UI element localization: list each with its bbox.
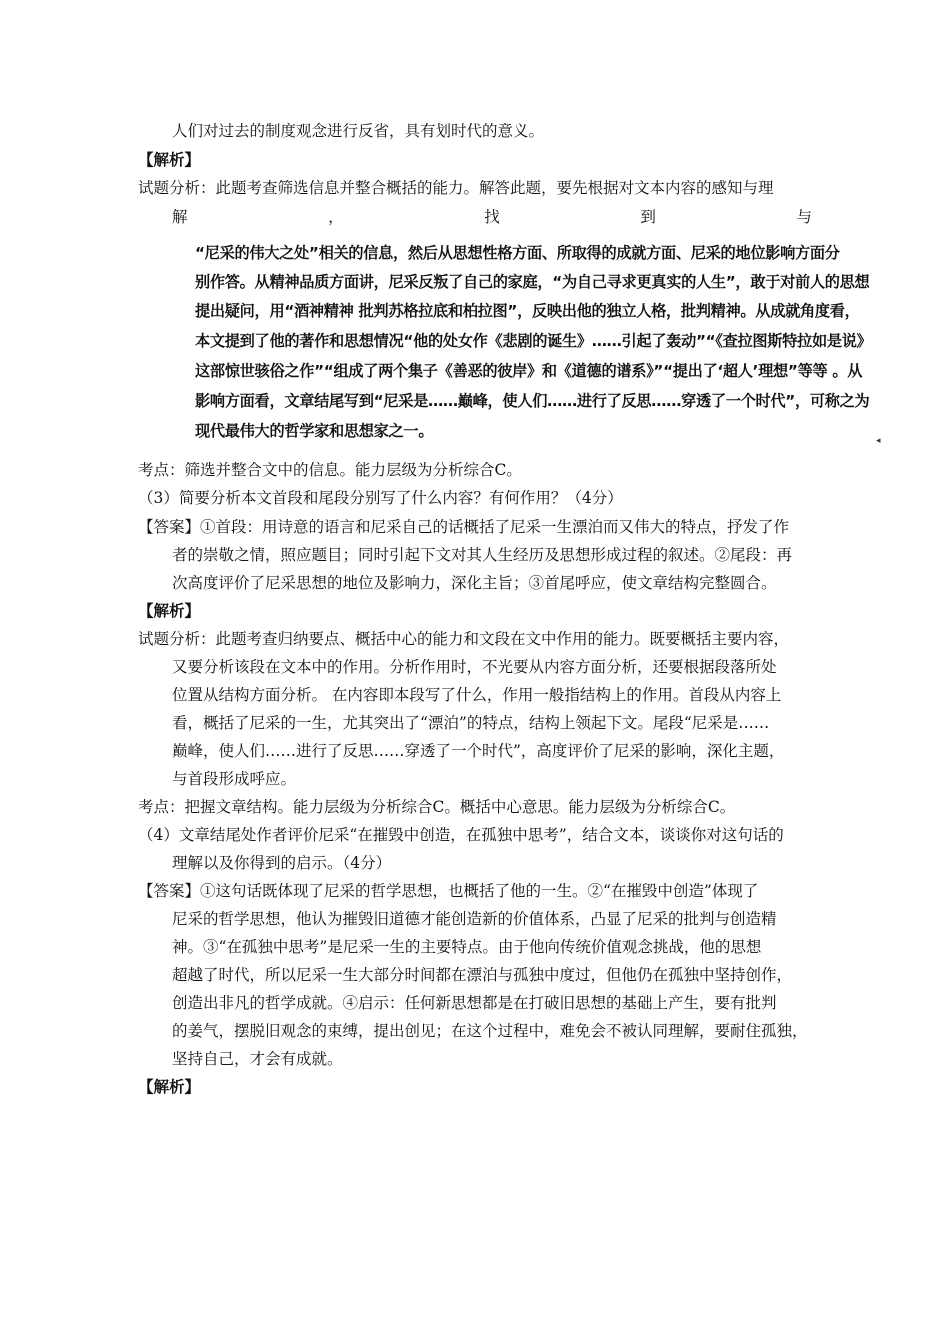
answer-3-text: 次高度评价了尼采思想的地位及影响力，深化主旨；③首尾呼应，使文章结构完整圆合。 <box>172 574 777 592</box>
answer-4-text: 神。③“在孤独中思考”是尼采一生的主要特点。由于他向传统价值观念挑战，他的思想 <box>172 938 762 956</box>
analysis-text: 又要分析该段在文本中的作用。分析作用时，不光要从内容方面分析，还要根据段落所处 <box>172 658 777 676</box>
justified-char: 到 <box>640 208 656 226</box>
answer-4-text: 坚持自己，才会有成就。 <box>172 1050 343 1068</box>
question-3: （3）简要分析本文首段和尾段分别写了什么内容？有何作用？（4分） <box>138 489 623 507</box>
analysis-heading: 【解析】 <box>138 150 201 169</box>
scanned-line: “尼采的伟大之处”相关的信息，然后从思想性格方面、所取得的成就方面、尼采的地位影响方面分 <box>195 244 840 262</box>
scanned-line: 影响方面看，文章结尾写到“尼采是……巅峰，使人们……进行了反思……穿透了一个时代”，可称之为 <box>195 392 870 410</box>
analysis-text: 位置从结构方面分析。 在内容即本段写了什么，作用一般指结构上的作用。首段从内容上 <box>172 686 782 704</box>
analysis-text: 试题分析：此题考查筛选信息并整合概括的能力。解答此题，要先根据对文本内容的感知与理 <box>138 179 774 197</box>
scanned-line: 提出疑问，用“酒神精神 批判苏格拉底和柏拉图”，反映出他的独立人格，批判精神。从成就角度看， <box>195 302 860 320</box>
scanned-line: 别作答。从精神品质方面讲，尼采反叛了自己的家庭，“为自己寻求更真实的人生”，敢于对前人的思想 <box>195 273 870 291</box>
analysis-text: 与首段形成呼应。 <box>172 770 297 788</box>
answer-4-text: 的姜气，摆脱旧观念的束缚，提出创见；在这个过程中，难免会不被认同理解，要耐住孤独， <box>172 1022 808 1040</box>
exam-point: 考点：把握文章结构。能力层级为分析综合C。概括中心意思。能力层级为分析综合C。 <box>138 798 736 816</box>
justified-char: 找 <box>484 208 500 226</box>
justified-char: ， <box>328 208 344 226</box>
justified-char: 与 <box>796 208 812 226</box>
justified-char: 解 <box>172 208 188 226</box>
exam-point: 考点：筛选并整合文中的信息。能力层级为分析综合C。 <box>138 461 522 479</box>
analysis-text: 看，概括了尼采的一生，尤其突出了“漂泊”的特点，结构上领起下文。尾段“尼采是…… <box>172 714 770 732</box>
scanned-line: 现代最伟大的哲学家和思想家之一。 <box>195 422 434 440</box>
answer-3: 【答案】①首段：用诗意的语言和尼采自己的话概括了尼采一生漂泊而又伟大的特点，抒发了作 <box>138 518 790 536</box>
analysis-heading: 【解析】 <box>138 601 201 620</box>
question-4: （4）文章结尾处作者评价尼采“在摧毁中创造，在孤独中思考”，结合文本，谈谈你对这句话的 <box>138 826 784 844</box>
analysis-heading: 【解析】 <box>138 1077 201 1096</box>
analysis-justified-line <box>172 207 812 227</box>
scan-mark-icon: ◂ <box>876 436 881 446</box>
answer-4-text: 尼采的哲学思想，他认为摧毁旧道德才能创造新的价值体系，凸显了尼采的批判与创造精 <box>172 910 777 928</box>
analysis-text: 试题分析：此题考查归纳要点、概括中心的能力和文段在文中作用的能力。既要概括主要内容， <box>138 630 790 648</box>
answer-4-text: 超越了时代，所以尼采一生大部分时间都在漂泊与孤独中度过，但他仍在孤独中坚持创作， <box>172 966 793 984</box>
answer-4-text: 创造出非凡的哲学成就。④启示：任何新思想都是在打破旧思想的基础上产生，要有批判 <box>172 994 777 1012</box>
analysis-text: 巅峰，使人们……进行了反思……穿透了一个时代”，高度评价了尼采的影响，深化主题， <box>172 742 785 760</box>
scanned-line: 本文提到了他的著作和思想情况“他的处女作《悲剧的诞生》……引起了轰动”“《查拉图斯特拉如是说》 <box>195 332 872 350</box>
answer-3-text: 者的崇敬之情，照应题目；同时引起下文对其人生经历及思想形成过程的叙述。②尾段：再 <box>172 546 793 564</box>
question-4-text: 理解以及你得到的启示。（4分） <box>172 854 392 872</box>
answer-continuation: 人们对过去的制度观念进行反省，具有划时代的意义。 <box>172 122 545 140</box>
scanned-line: 这部惊世骇俗之作”“组成了两个集子《善恶的彼岸》和《道德的谱系》”“提出了‘超人’理想”等等 。从 <box>195 362 863 380</box>
answer-4: 【答案】①这句话既体现了尼采的哲学思想，也概括了他的一生。②“在摧毁中创造”体现了 <box>138 882 759 900</box>
